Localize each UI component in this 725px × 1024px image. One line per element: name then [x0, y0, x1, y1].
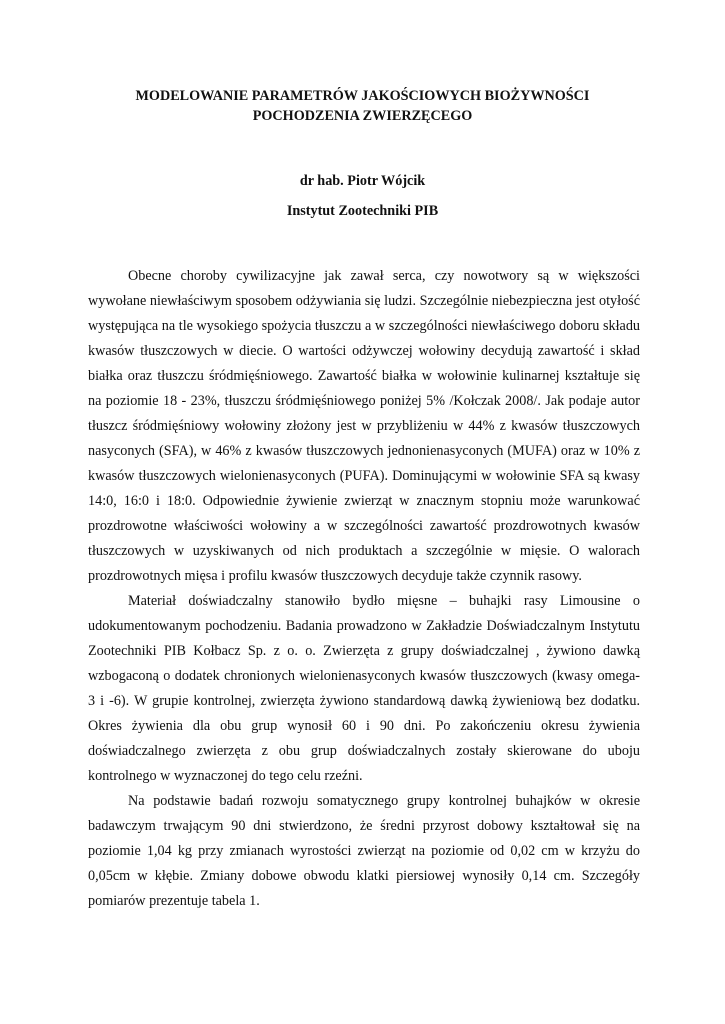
author-affiliation: Instytut Zootechniki PIB [286, 203, 439, 219]
author-name: dr hab. Piotr Wójcik [299, 173, 426, 189]
document-body [88, 264, 640, 914]
document-title [88, 86, 637, 126]
paragraph-3: Na podstawie badań rozwoju somatycznego grupy kontrolnej buhajków w okresie badawczym trwającym 90 dni stwierdzono, że średni przyrost dobowy kształtował się na poziomie 1,04 kg przy zmianach wyrostości zwierząt na poziomie od 0,02 cm w krzyżu do 0,05cm w kłębie. Zmiany dobowe obwodu klatki piersiowej wynosiły 0,14 cm. Szczegóły pomiarów prezentuje tabela 1. [88, 793, 640, 909]
paragraph-2: Materiał doświadczalny stanowiło bydło mięsne – buhajki rasy Limousine o udokumentowanym pochodzeniu. Badania prowadzono w Zakładzie Doświadczalnym Instytutu Zootechniki PIB Kołbacz Sp. z o. o. Zwierzęta z grupy doświadczalnej , żywiono dawką wzbogaconą o dodatek chronionych wielonienasyconych kwasów tłuszczowych (kwasy omega-3 i -6). W grupie kontrolnej, zwierzęta żywiono standardową dawką żywieniową bez dodatku. Okres żywienia dla obu grup wynosił 60 i 90 dni. Po zakończeniu okresu żywienia doświadczalnego zwierzęta z obu grup doświadczalnych zostały skierowane do uboju kontrolnego w wyznaczonej do tego celu rzeźni. [88, 593, 640, 784]
title-line-1: MODELOWANIE PARAMETRÓW JAKOŚCIOWYCH BIOŻYWNOŚCI [135, 88, 590, 104]
title-line-2: POCHODZENIA ZWIERZĘCEGO [252, 108, 473, 124]
paragraph-1: Obecne choroby cywilizacyjne jak zawał serca, czy nowotwory są w większości wywołane niewłaściwym sposobem odżywiania się ludzi. Szczególnie niebezpieczna jest otyłość występująca na tle wysokiego spożycia tłuszczu a w szczególności niewłaściwego doboru składu kwasów tłuszczowych w diecie. O wartości odżywczej wołowiny decydują zawartość i skład białka oraz tłuszczu śródmięśniowego. Zawartość białka w wołowinie kulinarnej kształtuje się na poziomie 18 - 23%, tłuszczu śródmięśniowego poniżej 5% /Kołczak 2008/. Jak podaje autor tłuszcz śródmięśniowy wołowiny złożony jest w przybliżeniu w 44% z kwasów tłuszczowych nasyconych (SFA), w 46% z kwasów tłuszczowych jednonienasyconych (MUFA) oraz w 10% z kwasów tłuszczowych wielonienasyconych (PUFA). Dominującymi w wołowinie SFA są kwasy 14:0, 16:0 i 18:0. Odpowiednie żywienie zwierząt w znacznym stopniu może warunkować prozdrowotne właściwości wołowiny a w szczególności zawartość prozdrowotnych kwasów tłuszczowych w uzyskiwanych od nich produktach a szczególnie w mięsie. O walorach prozdrowotnych mięsa i profilu kwasów tłuszczowych decyduje także czynnik rasowy. [88, 268, 640, 584]
